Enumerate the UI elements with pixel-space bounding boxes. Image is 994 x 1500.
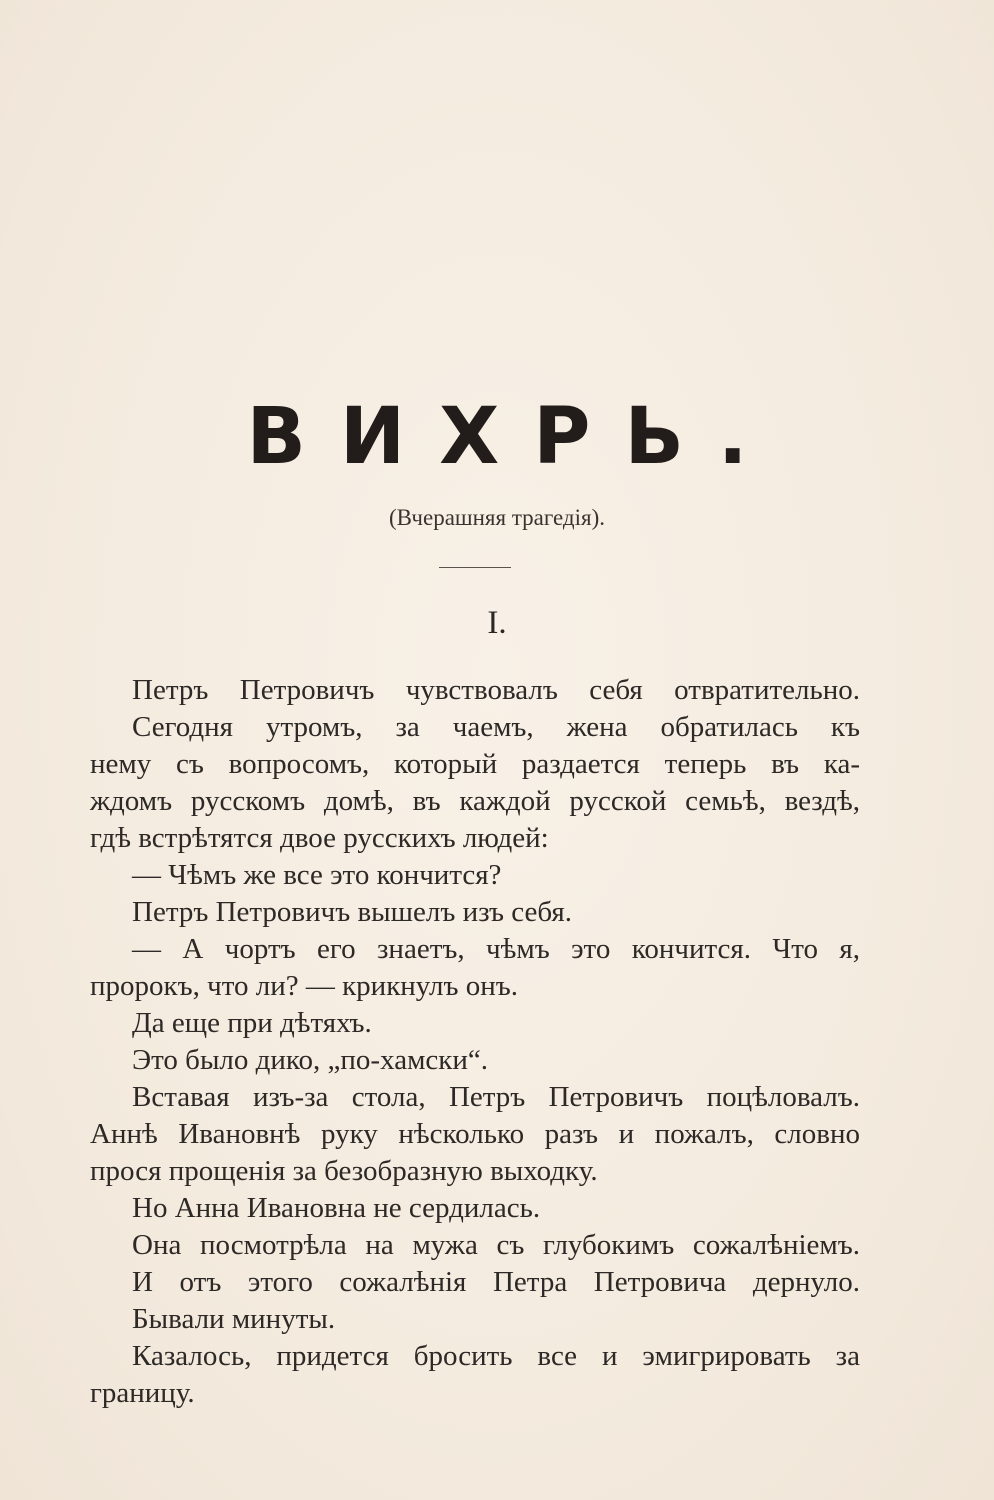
text-line: Бывали минуты. [132, 1303, 336, 1335]
text-line: нему съ вопросомъ, который раздается теперь въ ка- [90, 748, 860, 780]
text-line: — Чѣмъ же все это кончится? [132, 859, 502, 891]
subtitle: (Вчерашняя трагедія). [389, 505, 605, 530]
text-line: И отъ этого сожалѣнія Петра Петровича дернуло. [132, 1266, 860, 1298]
text-line: прося прощенія за безобразную выходку. [90, 1155, 598, 1187]
page-title: ВИХРЬ. [246, 392, 782, 482]
text-line: Петръ Петровичъ чувствовалъ себя отвратительно. [132, 674, 860, 706]
text-line: Вставая изъ-за стола, Петръ Петровичъ поцѣловалъ. [132, 1081, 860, 1113]
chapter-number: I. [487, 605, 507, 641]
divider-rule [439, 567, 511, 568]
text-line: — А чортъ его знаетъ, чѣмъ это кончится. Что я, [132, 933, 860, 965]
text-line: Сегодня утромъ, за чаемъ, жена обратилась къ [132, 711, 860, 743]
text-line: Казалось, придется бросить все и эмигрировать за [132, 1340, 860, 1372]
text-line: Петръ Петровичъ вышелъ изъ себя. [132, 896, 573, 928]
text-line: Но Анна Ивановна не сердилась. [132, 1192, 541, 1224]
text-line: ждомъ русскомъ домѣ, въ каждой русской семьѣ, вездѣ, [90, 785, 860, 817]
text-line: Аннѣ Ивановнѣ руку нѣсколько разъ и пожалъ, словно [90, 1118, 860, 1150]
text-line: пророкъ, что ли? — крикнулъ онъ. [90, 970, 519, 1002]
text-line: Да еще при дѣтяхъ. [132, 1007, 372, 1039]
text-line: границу. [90, 1377, 195, 1409]
text-line: гдѣ встрѣтятся двое русскихъ людей: [90, 822, 549, 854]
text-line: Это было дико, „по-хамски“. [132, 1044, 489, 1076]
text-line: Она посмотрѣла на мужа съ глубокимъ сожалѣніемъ. [132, 1229, 860, 1261]
